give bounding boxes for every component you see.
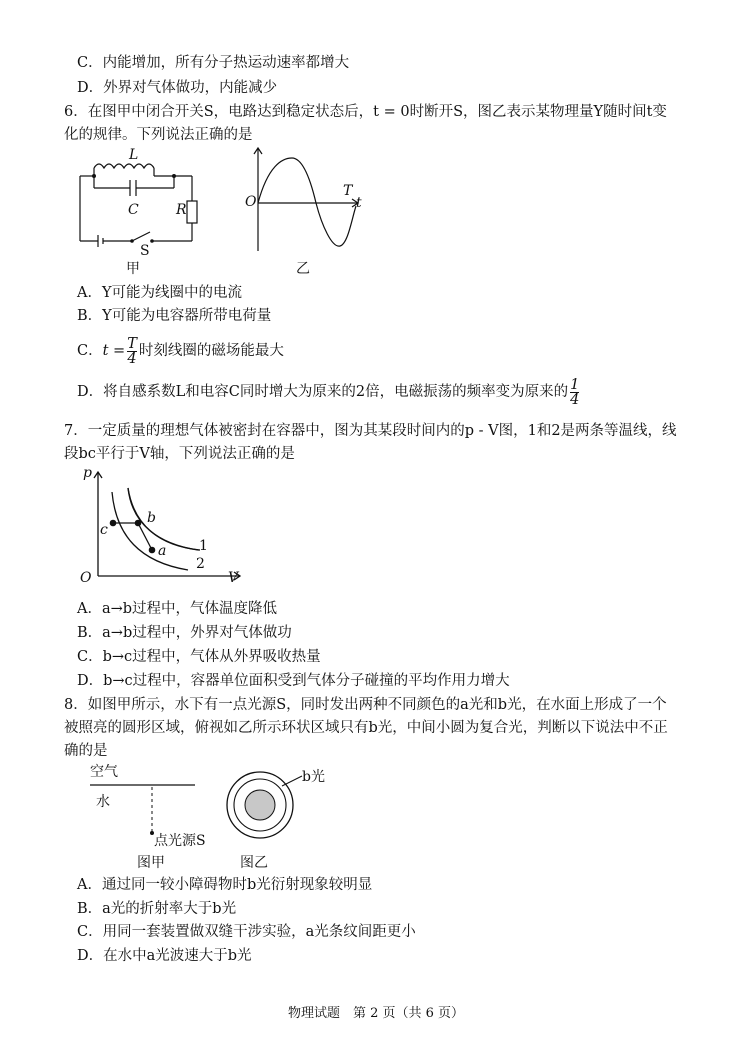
- q6-stem-line2: 化的规律。下列说法正确的是: [64, 127, 253, 143]
- q6-option-b: B．Y可能为电容器所带电荷量: [77, 308, 272, 324]
- q6-option-d-fraction: [570, 378, 579, 407]
- q7-option-b: B．a→b过程中，外界对气体做功: [77, 625, 292, 641]
- q8-ring-diagram: [222, 768, 312, 848]
- q7-option-d: D．b→c过程中，容器单位面积受到气体分子碰撞的平均作用力增大: [77, 673, 510, 689]
- q6-label-s: S: [140, 243, 150, 259]
- q7-point-c: c: [100, 522, 108, 538]
- q6-label-jia: 甲: [126, 261, 140, 277]
- q8-label-water: 水: [96, 794, 110, 810]
- q6-option-a: A．Y可能为线圈中的电流: [77, 285, 243, 301]
- q6-option-c: [77, 336, 284, 366]
- q8-option-a: A．通过同一较小障碍物时b光衍射现象较明显: [77, 877, 373, 893]
- q8-option-c: C．用同一套装置做双缝干涉实验，a光条纹间距更小: [77, 924, 416, 940]
- q6-option-d-numerator: 1: [570, 376, 580, 393]
- q6-option-d-text: D．将自感系数L和电容C同时增大为原来的2倍，电磁振荡的频率变为原来的: [77, 384, 569, 400]
- q6-option-d: [77, 377, 581, 407]
- q6-label-yi: 乙: [296, 261, 310, 277]
- q7-axis-v: V: [228, 570, 239, 586]
- q7-origin: O: [80, 570, 92, 586]
- q7-option-a: A．a→b过程中，气体温度降低: [77, 601, 278, 617]
- q6-option-c-text: 时刻线圈的磁场能最大: [138, 343, 284, 359]
- q6-option-c-t: t =: [102, 343, 126, 359]
- q6-option-c-fraction: [127, 337, 137, 366]
- q8-stem-line1: 8．如图甲所示，水下有一点光源S，同时发出两种不同颜色的a光和b光，在水面上形成了一个: [64, 697, 667, 713]
- page-footer: 物理试题 第 2 页（共 6 页）: [287, 1006, 465, 1021]
- q6-option-c-prefix: C．: [77, 343, 103, 359]
- q6-option-c-denominator: 4: [127, 350, 137, 367]
- q6-graph-t-axis: t: [356, 195, 362, 211]
- q8-label-b-light: b光: [302, 769, 325, 785]
- q6-label-r: R: [176, 202, 187, 218]
- q8-option-b: B．a光的折射率大于b光: [77, 901, 237, 917]
- q8-label-yi: 图乙: [240, 855, 268, 871]
- q5-option-c: C．内能增加，所有分子热运动速率都增大: [77, 55, 350, 71]
- q7-stem-line1: 7．一定质量的理想气体被密封在容器中，图为其某段时间内的p - V图，1和2是两条等温线，线: [64, 423, 677, 439]
- q6-graph-period: T: [343, 183, 353, 199]
- q6-graph-origin: O: [245, 194, 257, 210]
- q8-option-d: D．在水中a光波速大于b光: [77, 948, 252, 964]
- q8-label-jia: 图甲: [137, 855, 165, 871]
- q7-isotherm-1: 1: [199, 538, 208, 554]
- q7-point-b: b: [147, 510, 156, 526]
- q8-label-source: 点光源S: [154, 833, 206, 849]
- q8-label-air: 空气: [90, 764, 118, 780]
- q6-option-d-denominator: 4: [570, 391, 580, 408]
- q7-axis-p: p: [83, 465, 92, 481]
- q6-sine-graph: [240, 146, 370, 256]
- q7-stem-line2: 段bc平行于V轴，下列说法正确的是: [64, 446, 295, 462]
- q7-option-c: C．b→c过程中，气体从外界吸收热量: [77, 649, 321, 665]
- q7-isotherm-2: 2: [196, 556, 205, 572]
- q5-option-d: D．外界对气体做功，内能减少: [77, 80, 278, 96]
- q6-stem-line1: 6．在图甲中闭合开关S，电路达到稳定状态后，t = 0时断开S，图乙表示某物理量Y随时间t变: [64, 104, 667, 120]
- q8-stem-line2: 被照亮的圆形区域，俯视如乙所示环状区域只有b光，中间小圆为复合光，判断以下说法中不正: [64, 720, 668, 736]
- q6-label-c: C: [128, 202, 139, 218]
- q8-stem-line3: 确的是: [64, 743, 108, 759]
- q6-label-l: L: [129, 147, 139, 163]
- q7-point-a: a: [158, 543, 167, 559]
- q6-option-c-numerator: T: [127, 335, 137, 352]
